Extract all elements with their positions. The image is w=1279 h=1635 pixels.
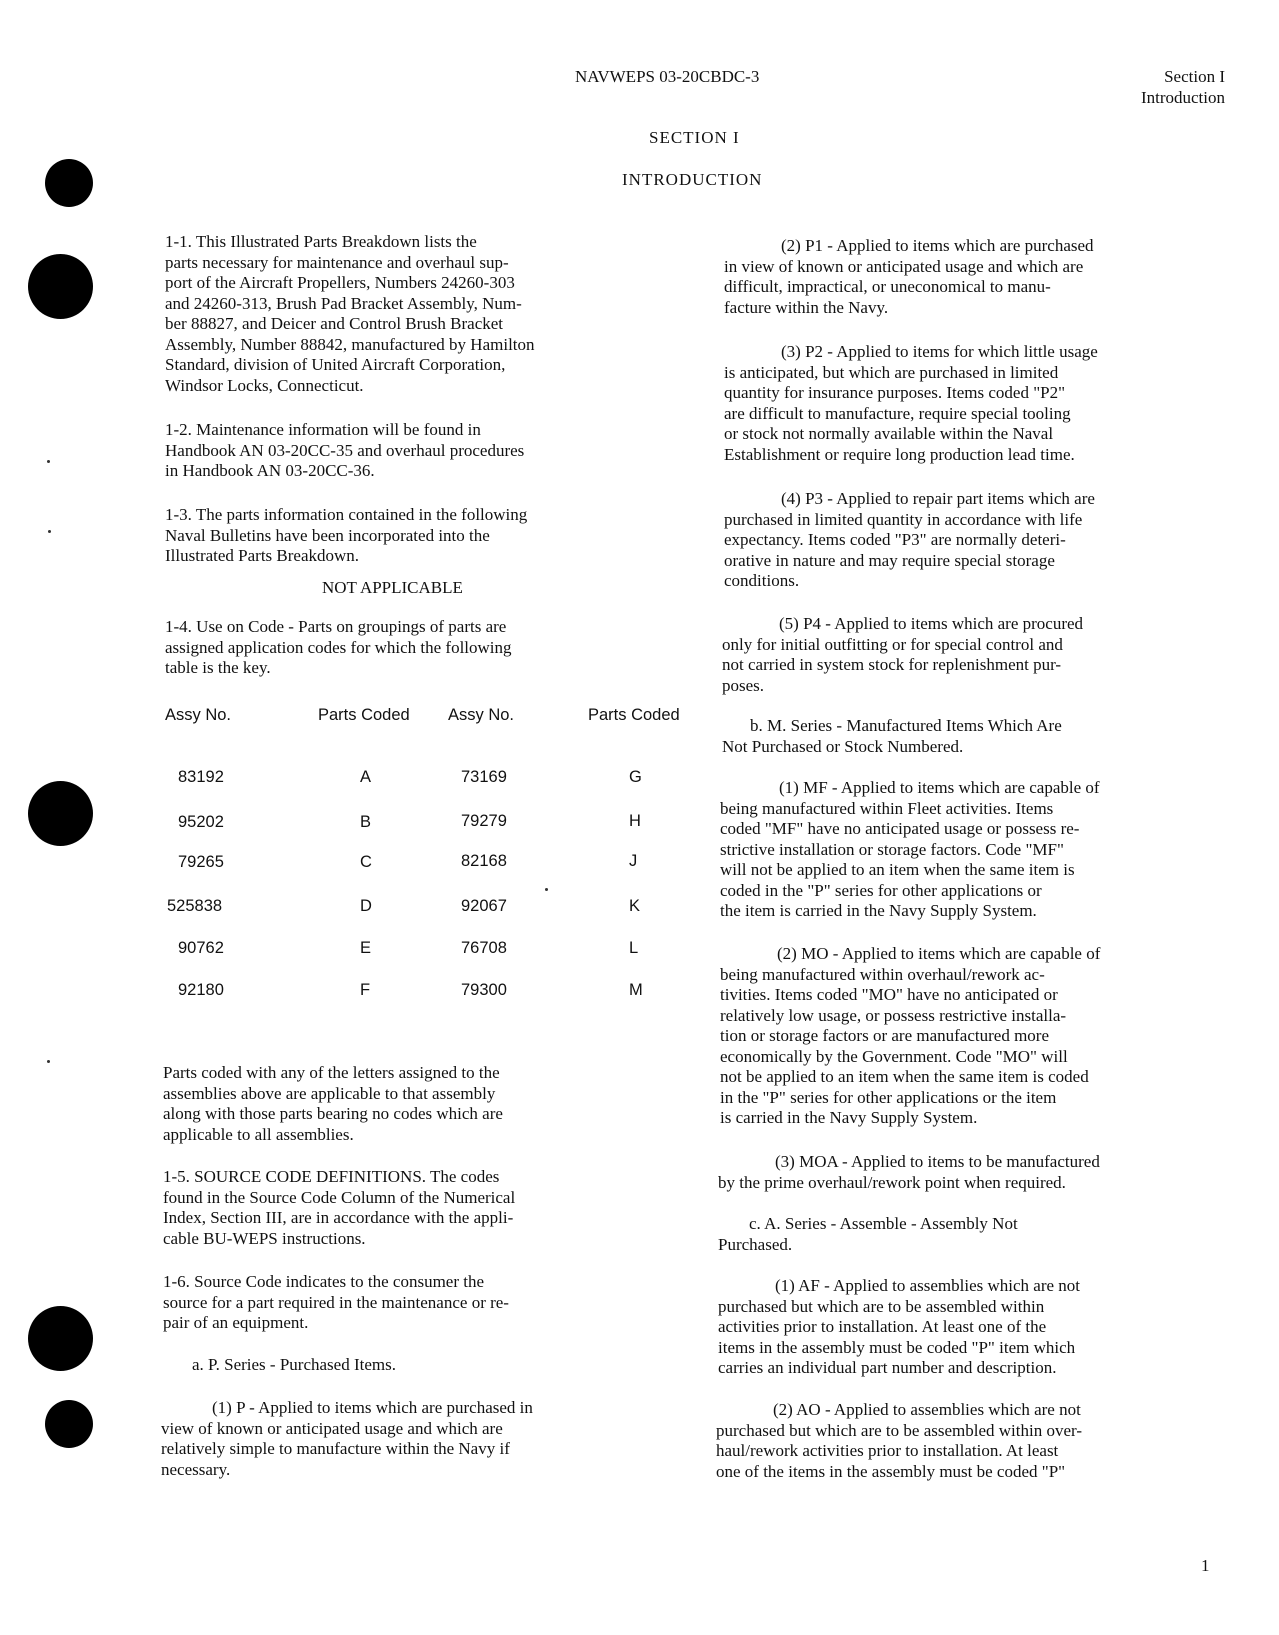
table-header-parts-coded-2: Parts Coded xyxy=(588,706,680,724)
binder-hole-2 xyxy=(28,254,93,319)
paragraph-b1-mf: (1) MF - Applied to items which are capable of being manufactured within Fleet activities. Items coded "MF" have no anticipated usage or possess re- strictive installation or storage factors. Code "MF" will not be applied to an item when the same item is coded in the "P" series for other applications or the item is carried in the Navy Supply System. xyxy=(720,778,1100,920)
table-cell: 90762 xyxy=(178,939,224,957)
paragraph-1-2: 1-2. Maintenance information will be found in Handbook AN 03-20CC-35 and overhaul procedures in Handbook AN 03-20CC-36. xyxy=(165,420,525,480)
speck xyxy=(48,530,51,533)
table-cell: 83192 xyxy=(178,768,224,786)
document-number: NAVWEPS 03-20CBDC-3 xyxy=(575,67,760,86)
paragraph-c2-ao: (2) AO - Applied to assemblies which are not purchased but which are to be assembled within over- haul/rework activities prior to installation. At least one of the items in the assembly must be coded "P" xyxy=(716,1400,1082,1481)
table-cell: 95202 xyxy=(178,813,224,831)
section-title: SECTION I xyxy=(649,128,740,147)
table-cell: C xyxy=(360,853,372,871)
paragraph-1-3: 1-3. The parts information contained in the following Naval Bulletins have been incorporated into the Illustrated Parts Breakdown. xyxy=(165,505,528,565)
table-cell: B xyxy=(360,813,372,831)
speck xyxy=(47,460,50,463)
table-cell: 79265 xyxy=(178,853,224,871)
speck xyxy=(47,1060,50,1063)
section-sublabel: Introduction xyxy=(1140,88,1225,107)
table-cell: 73169 xyxy=(461,768,507,786)
table-cell: H xyxy=(629,812,641,830)
section-label: Section I xyxy=(1164,67,1225,86)
table-header-assy-no-2: Assy No. xyxy=(448,706,515,724)
binder-hole-5 xyxy=(45,1400,93,1448)
table-cell: F xyxy=(360,981,371,999)
binder-hole-1 xyxy=(45,159,93,207)
table-cell: 76708 xyxy=(461,939,507,957)
table-cell: D xyxy=(360,897,372,915)
table-cell: 92180 xyxy=(178,981,224,999)
paragraph-a-p-series: a. P. Series - Purchased Items. xyxy=(192,1355,396,1374)
binder-hole-4 xyxy=(28,1306,93,1371)
paragraph-c1-af: (1) AF - Applied to assemblies which are not purchased but which are to be assembled within activities prior to installation. At least one of the items in the assembly must be coded "P" item which carries an individual part number and description. xyxy=(718,1276,1081,1377)
paragraph-c-a-series: c. A. Series - Assemble - Assembly Not Purchased. xyxy=(718,1214,1018,1254)
paragraph-1-1: 1-1. This Illustrated Parts Breakdown lists the parts necessary for maintenance and overhaul sup- port of the Aircraft Propellers, Numbers 24260-303 and 24260-313, Brush Pad Bracket Assembly, Num- ber 88827, and Deicer and Control Brush Bracket Assembly, Number 88842, manufactured by Hamilton Standard, division of United Aircraft Corporation, Windsor Locks, Connecticut. xyxy=(165,232,535,395)
table-cell: L xyxy=(629,939,639,957)
paragraph-1-4: 1-4. Use on Code - Parts on groupings of parts are assigned application codes for which the following table is the key. xyxy=(165,617,512,677)
table-cell: 525838 xyxy=(167,897,223,915)
table-header-assy-no: Assy No. xyxy=(165,706,232,724)
speck xyxy=(545,888,548,891)
section-subtitle: INTRODUCTION xyxy=(622,170,763,189)
not-applicable: NOT APPLICABLE xyxy=(322,578,463,597)
table-cell: A xyxy=(360,768,372,786)
paragraph-b-m-series: b. M. Series - Manufactured Items Which Are Not Purchased or Stock Numbered. xyxy=(722,716,1062,756)
table-cell: 79279 xyxy=(461,812,507,830)
table-cell: M xyxy=(629,981,643,999)
binder-hole-3 xyxy=(28,781,93,846)
paragraph-2-p1: (2) P1 - Applied to items which are purchased in view of known or anticipated usage and which are difficult, impractical, or uneconomical to manu- facture within the Navy. xyxy=(724,236,1094,317)
paragraph-b3-moa: (3) MOA - Applied to items to be manufactured by the prime overhaul/rework point when required. xyxy=(718,1152,1100,1192)
table-cell: 82168 xyxy=(461,852,507,870)
table-cell: J xyxy=(629,852,638,870)
paragraph-4-p3: (4) P3 - Applied to repair part items which are purchased in limited quantity in accordance with life expectancy. Items coded "P3" are normally deteri- orative in nature and may require special storage conditions. xyxy=(724,489,1095,590)
page-number: 1 xyxy=(1201,1556,1210,1575)
table-cell: 79300 xyxy=(461,981,507,999)
table-header-parts-coded: Parts Coded xyxy=(318,706,410,724)
paragraph-parts-coded: Parts coded with any of the letters assigned to the assemblies above are applicable to that assembly along with those parts bearing no codes which are applicable to all assemblies. xyxy=(163,1063,503,1144)
paragraph-5-p4: (5) P4 - Applied to items which are procured only for initial outfitting or for special control and not carried in system stock for replenishment pur- poses. xyxy=(722,614,1084,695)
paragraph-b2-mo: (2) MO - Applied to items which are capable of being manufactured within overhaul/rework ac- tivities. Items coded "MO" have no anticipated or relatively low usage, or possess restrictive installa- tion or storage factors or are manufactured more economically by the Government. Code "MO" will not be applied to an item when the same item is coded in the "P" series for other applications or the item is carried in the Navy Supply System. xyxy=(720,944,1101,1127)
table-cell: K xyxy=(629,897,641,915)
table-cell: 92067 xyxy=(461,897,507,915)
paragraph-1-5: 1-5. SOURCE CODE DEFINITIONS. The codes found in the Source Code Column of the Numerical Index, Section III, are in accordance with the appli- cable BU-WEPS instructions. xyxy=(163,1167,516,1248)
paragraph-1-6: 1-6. Source Code indicates to the consumer the source for a part required in the maintenance or re- pair of an equipment. xyxy=(163,1272,509,1332)
paragraph-3-p2: (3) P2 - Applied to items for which little usage is anticipated, but which are purchased in limited quantity for insurance purposes. Items coded "P2" are difficult to manufacture, require special tooling or stock not normally available within the Naval Establishment or require long production lead time. xyxy=(724,342,1098,464)
table-cell: E xyxy=(360,939,372,957)
table-cell: G xyxy=(629,768,642,786)
paragraph-a1-p: (1) P - Applied to items which are purchased in view of known or anticipated usage and which are relatively simple to manufacture within the Navy if necessary. xyxy=(161,1398,533,1479)
